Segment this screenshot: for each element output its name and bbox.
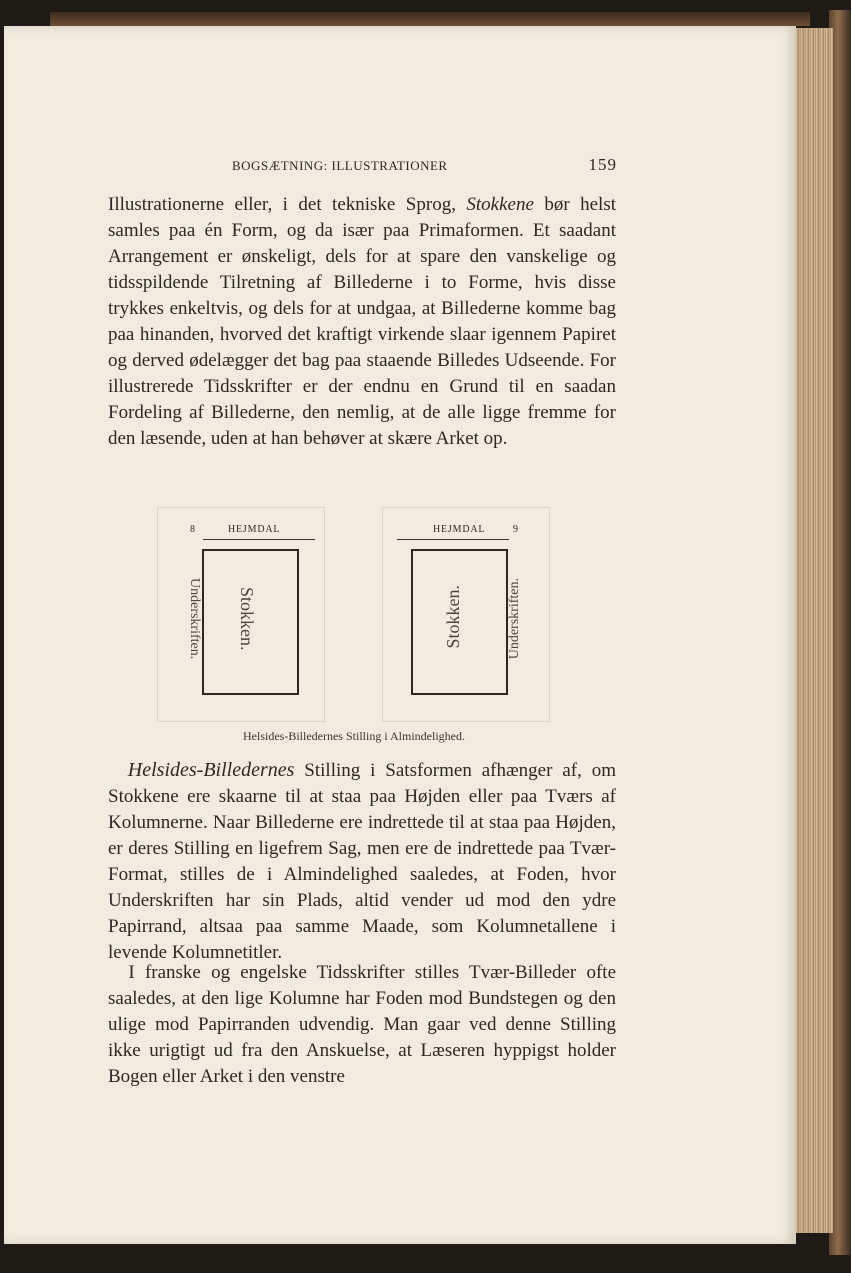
right-head-rule (397, 539, 509, 540)
paragraph-1-italic: Stokkene (466, 194, 534, 215)
paragraph-2 (108, 757, 616, 966)
left-stokken-label: Stokken. (237, 587, 257, 651)
figure-left-page (157, 507, 325, 722)
paragraph-1 (108, 192, 616, 452)
paragraph-2-italic: Helsides-Billedernes (127, 759, 295, 781)
paragraph-3-text: I franske og engelske Tidsskrifter stilles Tvær-Billeder ofte saaledes, at den lige Kolumne har Foden mod Bundstegen og den ulige mod Papirranden udvendig. Man gaar ved denne Stilling ikke urigtigt ud fra den Anskuelse, at Læseren hyppigst holder Bogen eller Arket i den venstre (108, 962, 617, 1087)
right-stokken-label: Stokken. (443, 585, 463, 649)
paragraph-1-text-b: bør helst samles paa én Form, og da især paa Primaformen. Et saadant Arrangement er ønskeligt, dels for at spare den vanskelige og tidsspildende Tilretning af Billederne i to Forme, hvis disse trykkes enkeltvis, og dels for at undgaa, at Billederne komme bag paa hinanden, hvorved det kraftigt virkende slaar igennem Papiret og derved ødelægger det bag paa staaende Billedes Udseende. For illustrerede Tidsskrifter er der endnu en Grund til en saadan Fordeling af Billederne, den nemlig, at de alle ligge fremme for den læsende, uden at han behøver at skære Arket op. (108, 194, 616, 449)
page-number: 159 (588, 155, 617, 174)
right-page-title: HEJMDAL (433, 524, 486, 535)
right-underskriften-label: Underskriften. (507, 578, 522, 660)
figure-right-page (382, 507, 550, 722)
left-stock-box (202, 549, 299, 695)
left-underskriften-label: Underskriften. (187, 578, 202, 660)
running-head: BOGSÆTNING: ILLUSTRATIONER (232, 158, 448, 173)
page-edges (795, 28, 833, 1233)
right-page-number: 9 (513, 524, 519, 535)
book-top-edge (50, 12, 810, 26)
figure-diagram (157, 507, 551, 757)
figure-caption: Helsides-Billedernes Stilling i Almindelighed. (243, 729, 465, 743)
page-header (232, 155, 617, 178)
left-page-title: HEJMDAL (228, 524, 281, 535)
paragraph-3 (108, 960, 616, 1090)
paragraph-2-text: Stilling i Satsformen afhænger af, om Stokkene ere skaarne til at staa paa Højden eller paa Tværs af Kolumnerne. Naar Billederne ere indrettede til at staa paa Højden, er deres Stilling en ligefrem Sag, men ere de indrettede paa Tvær-Format, stilles de i Almindelighed saaledes, at Foden, hvor Underskriften har sin Plads, altid vender ud mod den ydre Papirrand, altsaa paa samme Maade, som Kolumnetallene i levende Kolumnetitler. (108, 760, 616, 963)
left-head-rule (203, 539, 315, 540)
left-page-number: 8 (190, 524, 196, 535)
right-stock-box (411, 549, 508, 695)
paragraph-1-text-a: Illustrationerne eller, i det tekniske Sprog, (108, 194, 467, 215)
